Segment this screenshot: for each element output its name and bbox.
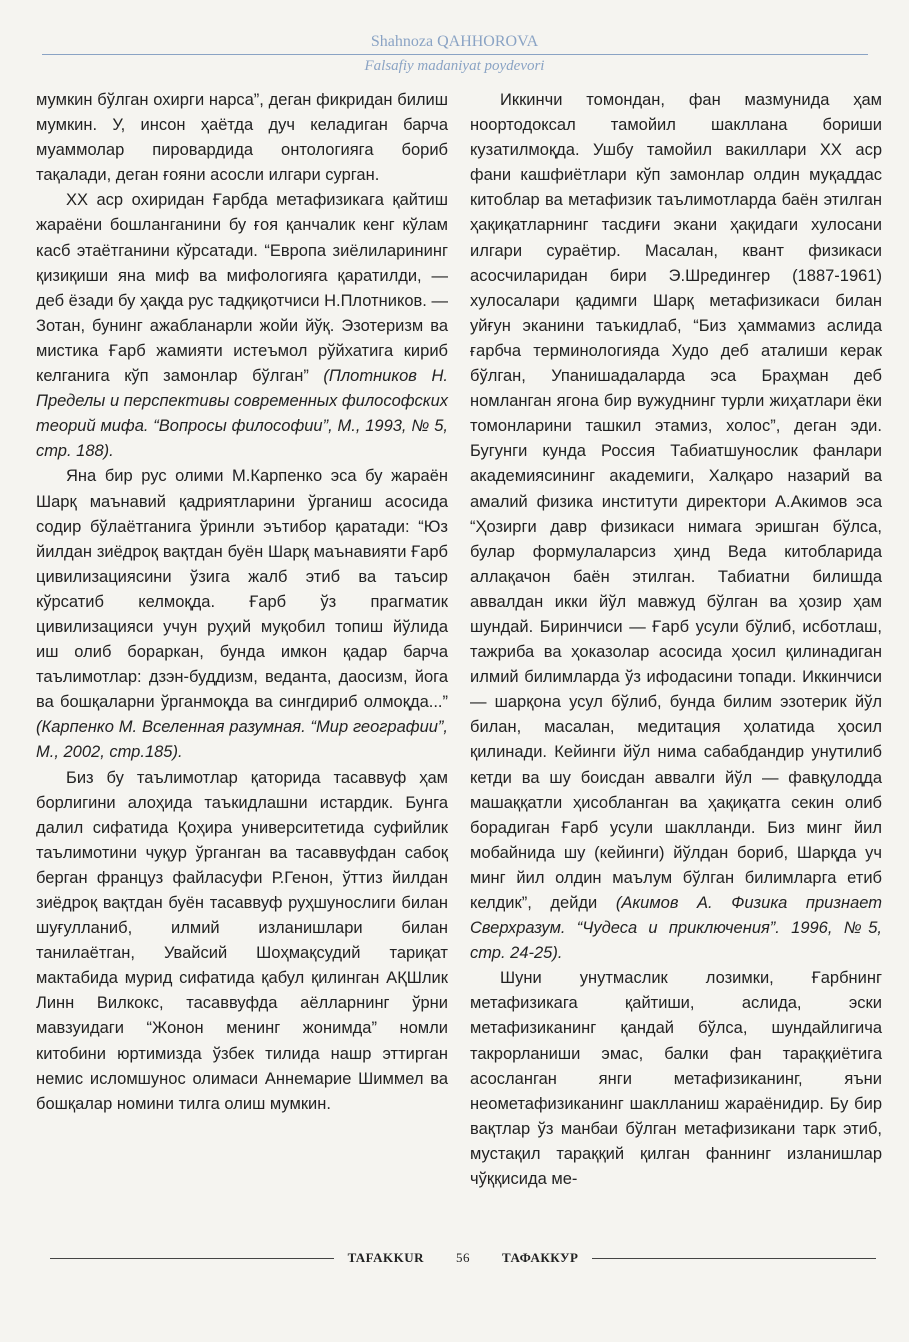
- left-paragraph-2-text: XX аср охиридан Ғарбда метафизикага қайтиш жараёни бошланганини бу ғоя қанчалик кенг кўлам касб этаётганини кўрсатади. “Европа зиёлиларининг қизиқиши яна миф ва мифологияга қаратилди, — деб ёзади бу ҳақда рус тадқиқотчиси Н.Плотников. — Зотан, бунинг ажабланарли жойи йўқ. Эзотеризм ва мистика Ғарб жамияти истеъмол рўйхатига кириб келганига кўп замонлар бўлган”: [36, 191, 448, 386]
- page-footer: [50, 1246, 876, 1270]
- right-column: [470, 88, 882, 1192]
- left-paragraph-3-text: Яна бир рус олими М.Карпенко эса бу жараён Шарқ маънавий қадриятларини ўрганиш асосида содир бўлаётганига ўринли эътибор қаратади: “Юз йилдан зиёдроқ вақтдан буён Шарқ маънавияти Ғарб цивилизациясини ўзига жалб этиб ва таъсир кўрсатиб келмоқда. Ғарб ўз прагматик цивилизацияси учун руҳий муқобил топиш йўлида иш олиб бораркан, бунда имкон қадар барча таълимотлар: дзэн-буддизм, веданта, даосизм, йога ва бошқаларни ўрганмоқда ва сингдириб олмоқда...”: [36, 467, 448, 712]
- left-column: [36, 88, 448, 1117]
- header-rubric: Falsafiy madaniyat poydevori: [364, 58, 545, 74]
- left-paragraph-3: [36, 464, 448, 765]
- footer-divider-left: [50, 1258, 334, 1259]
- right-paragraph-2: Шуни унутмаслик лозимки, Ғарбнинг метафизикага қайтиши, аслида, эски метафизиканинг қандай бўлса, шундайлигича такрорланиши эмас, балки фан тараққиётига асосланган янги метафизиканинг, яъни неометафизиканинг шаклланиш жараёнидир. Бу бир вақтлар ўз манбаи бўлган метафизикани тарк этиб, мустақил тараққий қилган фаннинг изланишлар чўққисида ме-: [470, 969, 882, 1189]
- right-paragraph-1-reference: (Акимов А. Физика признает Сверхразум. “Чудеса и приключения”. 1996, №5, стр. 24-25).: [470, 894, 882, 963]
- left-paragraph-1: мумкин бўлган охирги нарса”, деган фикридан билиш мумкин. У, инсон ҳаётда дуч келадиган барча муаммолар пировардида онтологияга бориб тақалади, деган ғояни асосли илгари сурган.: [36, 91, 448, 185]
- right-paragraph-1: [470, 88, 882, 966]
- left-paragraph-4: Биз бу таълимотлар қаторида тасаввуф ҳам борлигини алоҳида таъкидлашни истардик. Бунга далил сифатида Қоҳира университетида суфийлик таълимотини чуқур ўрганган ва тасаввуфдан сабоқ берган француз файласуфи Р.Генон, ўттиз йилдан зиёдроқ вақтдан буён тасаввуф руҳшунослиги билан шуғулланиб, илмий изланишлари билан танилаётган, Увайсий Шоҳмақсудий тариқат мактабида мурид сифатида қабул қилинган АҚШлик Линн Вилкокс, тасаввуфда аёлларнинг ўрни мавзуидаги “Жонон менинг жонимда” номли китобини юртимизда ўзбек тилида нашр эттирган немис исломшунос олимаси Аннемарие Шиммел ва бошқалар номини тилга олиш мумкин.: [36, 768, 448, 1113]
- footer-divider-right: [592, 1258, 876, 1259]
- running-header: [0, 30, 909, 77]
- footer-journal-cyrillic: ТАФАККУР: [502, 1250, 579, 1265]
- right-paragraph-1-text: Иккинчи томондан, фан мазмунида ҳам ноортодоксал тамойил шакллана бориши кузатилмоқда. Ушбу тамойил вакиллари XX аср фани кашфиётлари кўп замонлар олдин муқаддас китоблар ва метафизик таълимотларда баён этилган ҳақиқатларнинг тасдиғи экани ҳақидаги хулосани илгари сураётир. Масалан, квант физикаси асосчиларидан бири Э.Шредингер (1887-1961) хулосалари қадимги Шарқ метафизикаси билан уйғун эканини таъкидлаб, “Биз ҳаммамиз аслида ғарбча терминологияда Худо деб аталиши керак бўлган, Упанишадаларда эса Браҳман деб номланган ягона бир вужуднинг турли жиҳатлари ёки томонларини ташкил этамиз, холос”, деган эди. Бугунги кунда Россия Табиатшунослик фанлари академиясининг академиги, Халқаро назарий ва амалий физика институти директори А.Акимов эса “Ҳозирги давр физикаси нимага эришган бўлса, булар формулаларсиз ҳинд Веда китобларида аллақачон баён этилган. Табиатни билишда аввалдан икки йўл мавжуд бўлган ва ҳозир ҳам шундай. Биринчиси — Ғарб усули бўлиб, исботлаш, тажриба ва ҳоказолар асосида ҳосил қилинадиган илмий билимларда ўз ифодасини топади. Иккинчиси — шарқона усул бўлиб, бунда билим эзотерик йўл билан, масалан, медитация ҳолатида ҳосил қилинади. Кейинги йўл нима сабабдандир унутилиб кетди ва шу боисдан аввалги йўл — фавқулодда машаққатли ҳисобланган ва ҳақиқатга секин олиб борадиган Ғарб усули шаклланди. Биз минг йил мобайнида шу (кейинги) йўлдан бориб, Шарқда уч минг йил олдин маълум бўлган билимларга етиб келдик”, дейди: [470, 91, 882, 912]
- left-paragraph-2: [36, 188, 448, 464]
- footer-journal-latin: TAFAKKUR: [347, 1250, 425, 1265]
- left-paragraph-2-reference: (Плотников Н. Пределы и перспективы современных философских теорий мифа. “Вопросы философии”, М., 1993, № 5, стр. 188).: [36, 367, 448, 461]
- header-author: Shahnoza QAHHOROVA: [370, 33, 539, 50]
- page-number: 56: [456, 1250, 471, 1265]
- left-paragraph-3-reference: (Карпенко М. Вселенная разумная. “Мир географии”, М., 2002, стр.185).: [36, 718, 448, 762]
